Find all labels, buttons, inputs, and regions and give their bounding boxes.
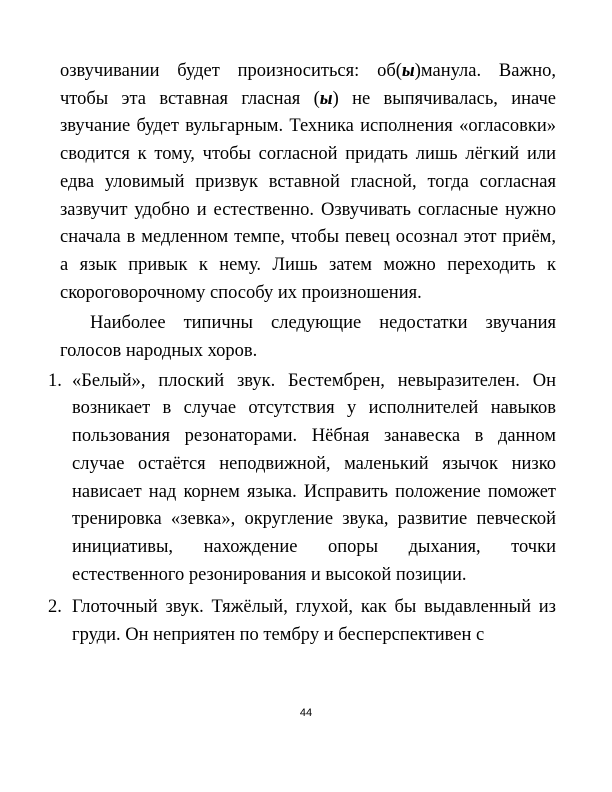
inserted-vowel-2: ы	[319, 88, 333, 109]
list-item-number: 2.	[48, 597, 62, 618]
list-item-text: «Белый», плоский звук. Бестембрен, невыразителен. Он возникает в случае отсутствия у исполнителей навыков пользования резонаторами. Нёбная занавеска в данном случае остаётся неподвижной, маленький язычок низко нависает над корнем языка. Исправить положение поможет тренировка «зевка», округление звука, развитие певческой инициативы, нахождение опоры дыхания, точки естественного резонирования и высокой позиции.	[72, 370, 556, 585]
list-item	[48, 368, 556, 590]
defects-list	[48, 368, 556, 650]
inserted-vowel-1: ы	[401, 61, 415, 81]
paragraph-2: Наиболее типичны следующие недостатки звучания голосов народных хоров.	[60, 313, 556, 362]
paragraph-1-before: озвучивании будет произноситься: об(	[60, 61, 402, 81]
paragraph-1	[60, 58, 556, 307]
page-body	[48, 58, 557, 650]
list-item-text: Глоточный звук. Тяжёлый, глухой, как бы выдавленный из груди. Он неприятен по тембру и бесперспективен с	[72, 597, 556, 646]
list-item	[48, 594, 556, 649]
paragraph-1-middle: )манула. Важно, чтобы эта вставная гласная (	[60, 61, 556, 109]
paragraph-1-after: ) не выпячивалась, иначе звучание будет вульгарным. Техника исполнения «огласовки» сводится к тому, чтобы согласной придать лишь лёгкий или едва уловимый призвук вставной гласной, тогда согласная зазвучит удобно и естественно. Озвучивать согласные нужно сначала в медленном темпе, чтобы певец осознал этот приём, а язык привык к нему. Лишь затем можно переходить к скороговорочному способу их произношения.	[60, 88, 557, 303]
list-item-number: 1.	[48, 370, 62, 391]
page-number: 44	[299, 707, 313, 719]
